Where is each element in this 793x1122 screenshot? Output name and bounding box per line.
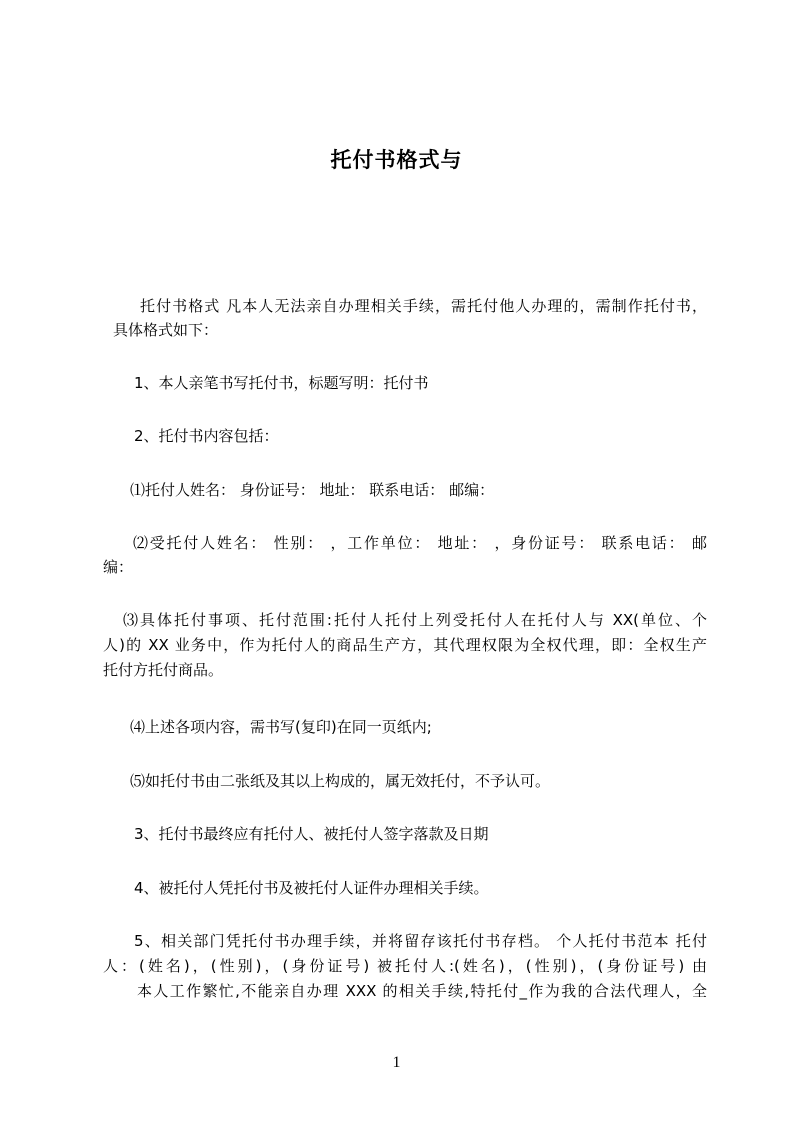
- text-line: ⑶具体托付事项、托付范围:托付人托付上列受托付人在托付人与 XX(单位、个: [123, 611, 707, 629]
- text-line: 人：(姓名)，(性别)，(身份证号) 被托付人:(姓名)，(性别)，(身份证号) 由: [103, 957, 707, 975]
- text-line: ⑵受托付人姓名： 性别： ，工作单位： 地址： ，身份证号： 联系电话： 邮: [133, 534, 707, 552]
- subitem-1: ⑴托付人姓名： 身份证号： 地址： 联系电话： 邮编：: [130, 481, 495, 499]
- document-title: 托付书格式与: [330, 148, 463, 172]
- subitem-5: ⑸如托付书由二张纸及其以上构成的，属无效托付，不予认可。: [130, 772, 551, 790]
- text-line: 本人工作繁忙,不能亲自办理 XXX 的相关手续,特托付_作为我的合法代理人，全: [137, 982, 707, 1000]
- text-line: 人)的 XX 业务中，作为托付人的商品生产方，其代理权限为全权代理，即：全权生产: [103, 636, 707, 654]
- subitem-4: ⑷上述各项内容，需书写(复印)在同一页纸内;: [130, 718, 432, 736]
- text-line: 具体格式如下：: [113, 321, 219, 339]
- text-line: 托付方托付商品。: [103, 661, 224, 679]
- text-line: 5、相关部门凭托付书办理手续，并将留存该托付书存档。 个人托付书范本 托付: [134, 932, 707, 950]
- item-1: 1、本人亲笔书写托付书，标题写明：托付书: [134, 374, 429, 392]
- text-line: 托付书格式 凡本人无法亲自办理相关手续，需托付他人办理的，需制作托付书，: [140, 297, 707, 315]
- item-2: 2、托付书内容包括：: [134, 427, 279, 445]
- item-4: 4、被托付人凭托付书及被托付人证件办理相关手续。: [134, 879, 489, 897]
- text-line: 编：: [103, 558, 134, 576]
- item-3: 3、托付书最终应有托付人、被托付人签字落款及日期: [134, 825, 489, 843]
- page-number: 1: [392, 1054, 401, 1071]
